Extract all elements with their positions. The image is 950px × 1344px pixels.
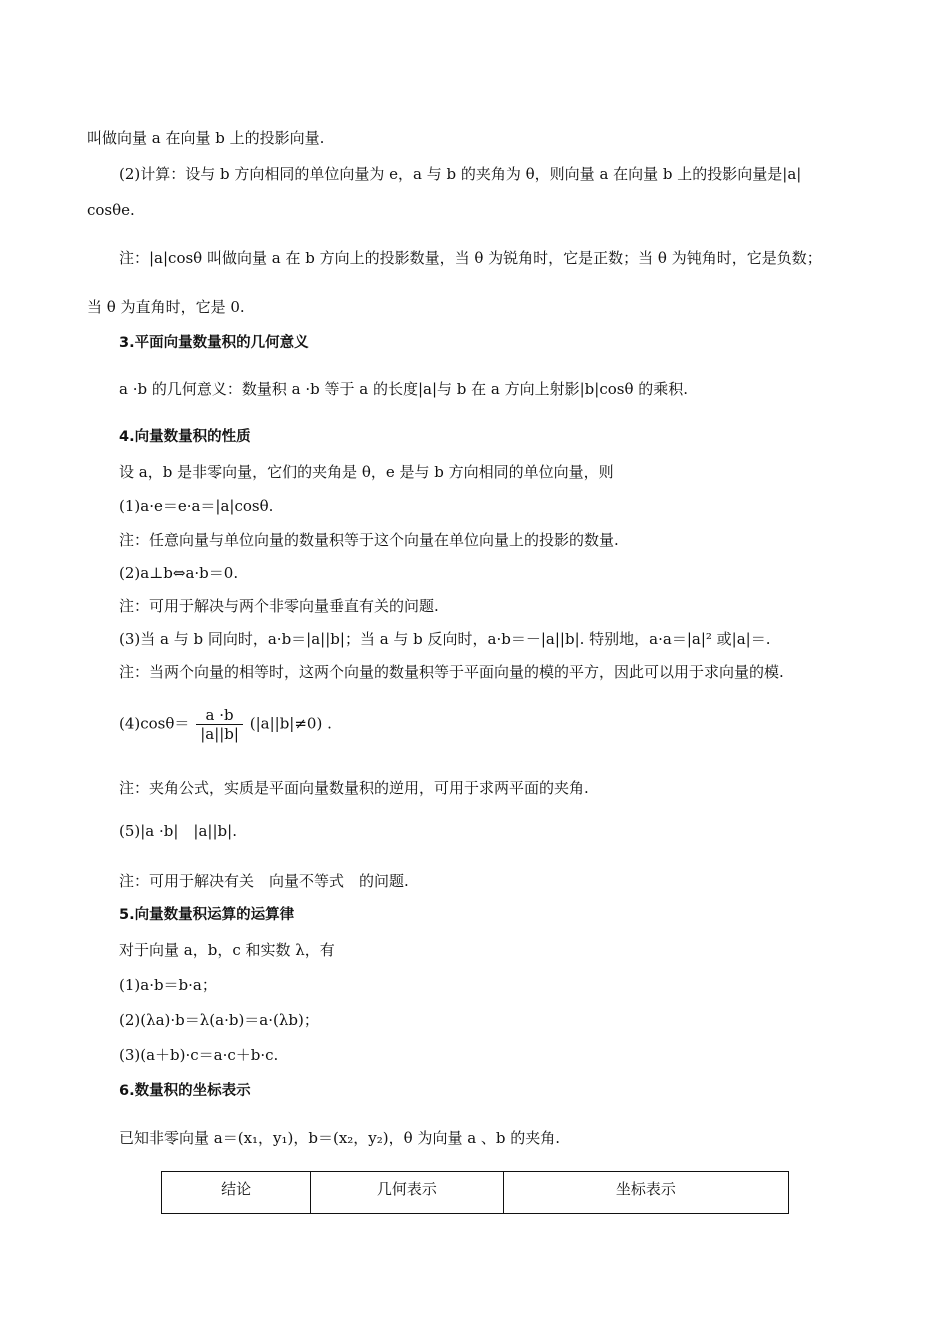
fraction-denominator: |a||b| [200, 725, 239, 743]
text-line: 对于向量 a，b，c 和实数 λ，有 [119, 941, 335, 959]
formula-line: (3)当 a 与 b 同向时，a·b＝|a||b|；当 a 与 b 反向时，a·b＝－|a||b|. 特别地，a·a＝|a|² 或|a|＝. [119, 630, 771, 648]
formula-line: (1)a·b＝b·a； [119, 976, 217, 994]
text-line: cosθe. [87, 201, 135, 219]
table-header-cell: 坐标表示 [503, 1172, 788, 1214]
formula-line: (2)a⊥b⇔a·b＝0. [119, 564, 239, 582]
section-heading: 5.向量数量积运算的运算律 [119, 907, 295, 923]
section-heading: 6.数量积的坐标表示 [119, 1083, 251, 1099]
table-header-cell: 结论 [162, 1172, 311, 1214]
formula-line: (3)(a＋b)·c＝a·c＋b·c. [119, 1046, 279, 1064]
note-line: 注：可用于解决有关 向量不等式 的问题. [119, 872, 409, 890]
table-header-row [162, 1172, 789, 1214]
note-line: 注：|a|cosθ 叫做向量 a 在 b 方向上的投影数量，当 θ 为锐角时，它是正数；当 θ 为钝角时，它是负数； [119, 249, 822, 267]
formula-prefix: (4)cosθ＝ [119, 714, 190, 733]
formula-suffix: (|a||b|≠0) . [249, 714, 332, 733]
text-line: 已知非零向量 a＝(x₁，y₁)，b＝(x₂，y₂)，θ 为向量 a 、b 的夹角. [119, 1129, 561, 1147]
coordinate-table [161, 1171, 789, 1214]
fraction [196, 706, 243, 743]
text-line: 设 a，b 是非零向量，它们的夹角是 θ，e 是与 b 方向相同的单位向量，则 [119, 463, 614, 481]
table-header-cell: 几何表示 [311, 1172, 504, 1214]
note-line: 注：夹角公式，实质是平面向量数量积的逆用，可用于求两平面的夹角. [119, 779, 589, 797]
note-line: 注：可用于解决与两个非零向量垂直有关的问题. [119, 597, 439, 615]
section-heading: 4.向量数量积的性质 [119, 429, 251, 445]
angle-formula-line [119, 706, 332, 743]
text-line: 叫做向量 a 在向量 b 上的投影向量. [87, 129, 325, 147]
text-line: (2)计算：设与 b 方向相同的单位向量为 e，a 与 b 的夹角为 θ，则向量 a 在向量 b 上的投影向量是|a| [119, 165, 802, 183]
note-line: 注：任意向量与单位向量的数量积等于这个向量在单位向量上的投影的数量. [119, 531, 619, 549]
formula-line: (5)|a ·b| |a||b|. [119, 822, 237, 840]
note-line: 注：当两个向量的相等时，这两个向量的数量积等于平面向量的模的平方，因此可以用于求向量的模. [119, 663, 784, 681]
text-line: a ·b 的几何意义：数量积 a ·b 等于 a 的长度|a|与 b 在 a 方向上射影|b|cosθ 的乘积. [119, 380, 689, 398]
section-heading: 3.平面向量数量积的几何意义 [119, 335, 309, 351]
fraction-numerator: a ·b [196, 706, 243, 725]
formula-line: (1)a·e＝e·a＝|a|cosθ. [119, 497, 274, 515]
note-line: 当 θ 为直角时，它是 0. [87, 298, 245, 316]
formula-line: (2)(λa)·b＝λ(a·b)＝a·(λb)； [119, 1011, 319, 1029]
